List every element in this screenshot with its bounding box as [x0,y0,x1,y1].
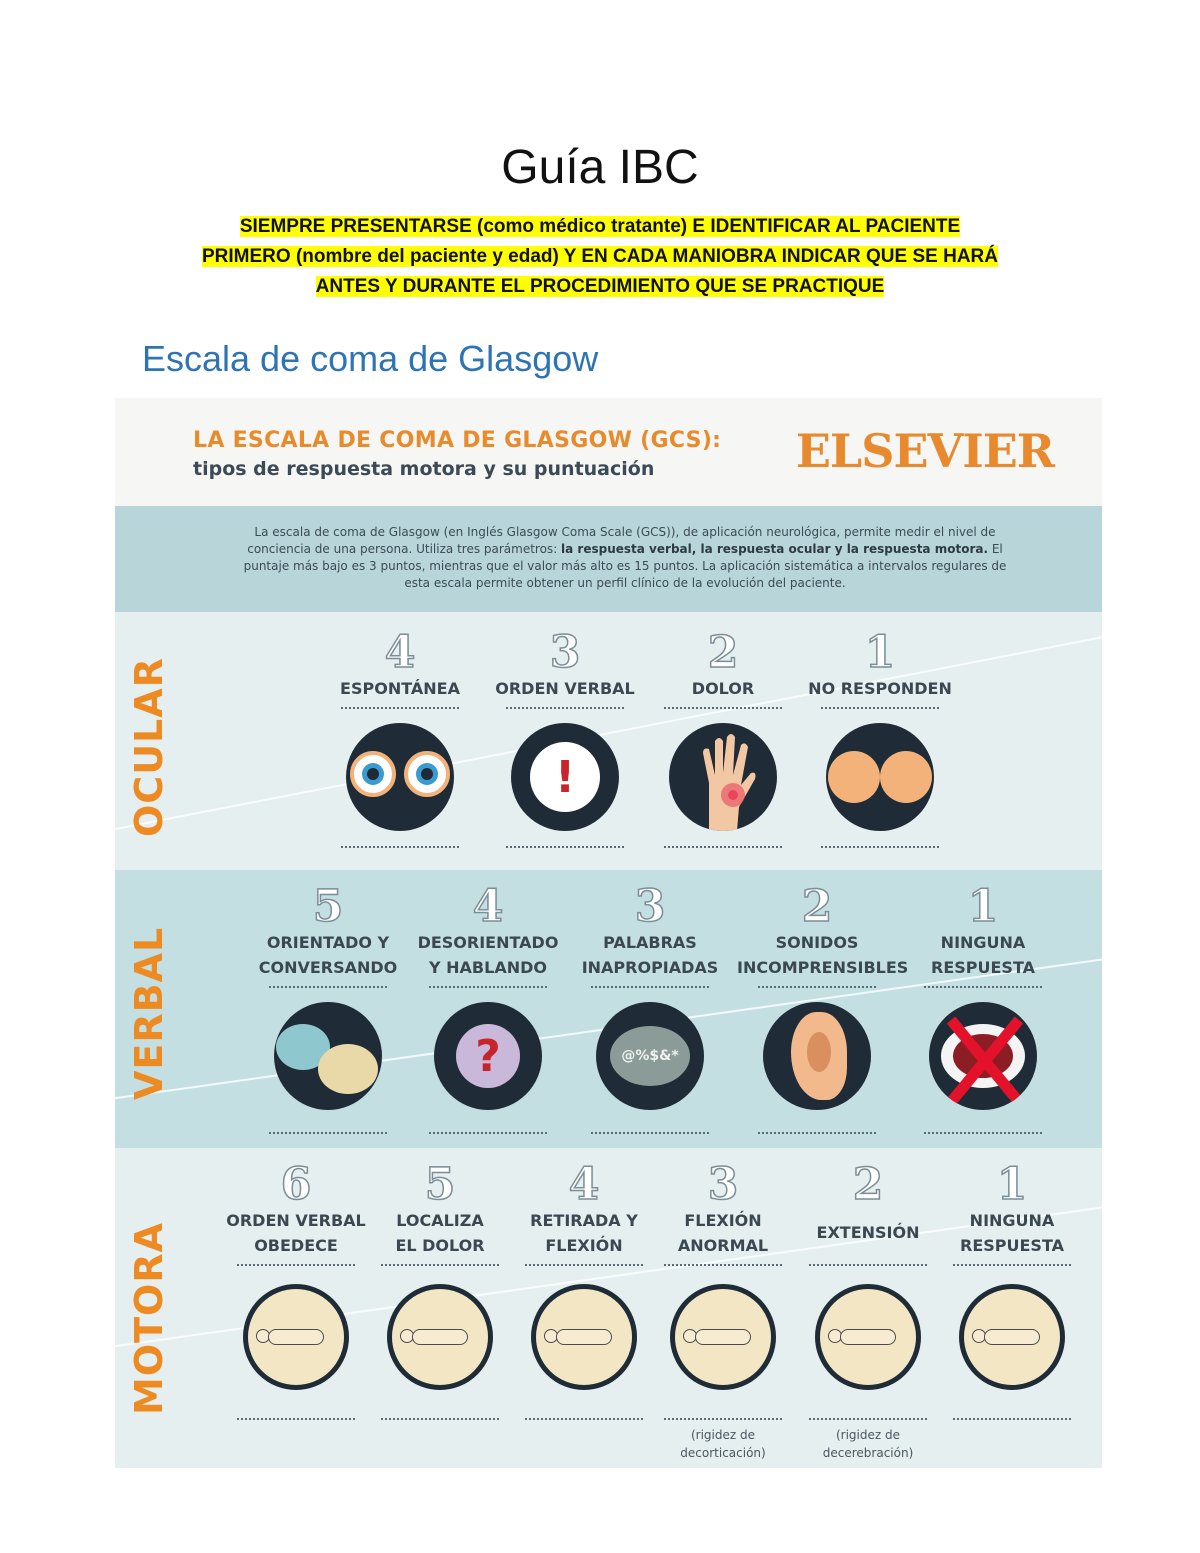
motora-label-line-1: FLEXIÓN [684,1211,762,1230]
verbal-item-4 [408,881,568,1110]
verbal-label-line-2: CONVERSANDO [258,958,398,977]
verbal-item-1 [903,881,1063,1110]
motora-item-6 [216,1159,376,1390]
notice-line-1: SIEMPRE PRESENTARSE (como médico tratante) E IDENTIFICAR AL PACIENTE [239,216,961,237]
motora-label-line-2: OBEDECE [254,1236,338,1255]
verbal-label-line-2: RESPUESTA [931,958,1035,977]
ocular-score: 4 [384,627,416,678]
ocular-item-4 [320,627,480,831]
crossed-mouth-icon [929,1002,1037,1110]
lying-patient-icon [959,1284,1065,1390]
ocular-label-text: ESPONTÁNEA [340,679,460,698]
motora-label: MOTORA [127,1221,171,1415]
verbal-label-line-1: PALABRAS [603,933,697,952]
intro-text: La escala de coma de Glasgow (en Inglés Glasgow Coma Scale (GCS)), de aplicación neurológica, permite medir el nivel de conciencia de una persona. Utiliza tres parámetros: la respuesta verbal, la respuesta ocular y la respuesta motora. El puntaje más bajo es 3 puntos, mientras que el valor más alto es 15 puntos. La aplicación sistemática a intervalos regulares de esta escala permite obtener un perfil clínico de la evolución del paciente. [243,525,1007,590]
motora-score: 1 [996,1159,1028,1210]
motora-label-line-1: EXTENSIÓN [816,1223,920,1242]
motora-label-line-1: NINGUNA [969,1211,1055,1230]
verbal-label-line-2: Y HABLANDO [429,958,547,977]
verbal-label: VERBAL [127,926,171,1100]
motora-label-line-1: LOCALIZA [396,1211,484,1230]
motora-label-line-2: EL DOLOR [395,1236,485,1255]
verbal-item-3 [570,881,730,1110]
verbal-score: 4 [472,881,504,932]
motora-item-4 [504,1159,664,1390]
notice-line-3: ANTES Y DURANTE EL PROCEDIMIENTO QUE SE PRACTIQUE [315,276,885,297]
verbal-score: 3 [634,881,666,932]
verbal-label-line-1: DESORIENTADO [417,933,559,952]
motora-score: 5 [424,1159,456,1210]
infographic-intro [115,506,1102,612]
lying-patient-icon [815,1284,921,1390]
ear-icon [763,1002,871,1110]
pain-hand-icon [669,723,777,831]
verbal-score: 5 [312,881,344,932]
exclamation-bubble-icon: ! [511,723,619,831]
verbal-band [115,870,1102,1148]
ocular-band [115,612,1102,870]
infographic-subtitle: tipos de respuesta motora y su puntuación [193,458,655,480]
verbal-item-5 [248,881,408,1110]
motora-label-line-2: ANORMAL [677,1236,769,1255]
glasgow-infographic [115,398,1102,1468]
motora-item-5 [360,1159,520,1390]
verbal-score: 2 [801,881,833,932]
motora-label-line-2: RESPUESTA [960,1236,1064,1255]
ocular-score: 1 [864,627,896,678]
motora-item-1 [932,1159,1092,1390]
motora-score: 2 [852,1159,884,1210]
ocular-label: OCULAR [127,657,171,837]
lying-patient-icon [387,1284,493,1390]
motora-score: 6 [280,1159,312,1210]
ocular-item-3 [485,627,645,831]
ocular-label-text: ORDEN VERBAL [495,679,635,698]
motora-label-line-2: FLEXIÓN [545,1236,623,1255]
verbal-label-line-2: INAPROPIADAS [581,958,719,977]
decerebration-note: (rigidez de decerebración) [822,1428,914,1460]
instructions-notice [130,212,1070,302]
motora-label-line-2 [788,1245,948,1258]
ocular-item-1 [800,627,960,831]
motora-score: 3 [707,1159,739,1210]
lying-patient-icon [531,1284,637,1390]
verbal-label-line-1: ORIENTADO Y [266,933,390,952]
infographic-header [115,398,1102,506]
motora-item-2 [788,1159,948,1390]
verbal-score: 1 [967,881,999,932]
open-eyes-icon [346,723,454,831]
verbal-item-2 [737,881,909,1110]
conversation-bubbles-icon [274,1002,382,1110]
verbal-label-line-2: INCOMPRENSIBLES [737,958,909,977]
ocular-label-text: DOLOR [691,679,755,698]
lying-patient-icon [243,1284,349,1390]
infographic-title: LA ESCALA DE COMA DE GLASGOW (GCS): [193,428,722,453]
ocular-item-2 [643,627,803,831]
ocular-score: 2 [707,627,739,678]
motora-item-3 [643,1159,803,1390]
verbal-label-line-1: NINGUNA [940,933,1026,952]
motora-band [115,1148,1102,1468]
publisher-logo: ELSEVIER [795,424,1054,478]
section-heading: Escala de coma de Glasgow [142,338,599,379]
question-bubble-icon: ? [434,1002,542,1110]
closed-eyes-icon [826,723,934,831]
lying-patient-icon [670,1284,776,1390]
notice-line-2: PRIMERO (nombre del paciente y edad) Y EN CADA MANIOBRA INDICAR QUE SE HARÁ [202,246,998,267]
ocular-score: 3 [549,627,581,678]
ocular-label-text: NO RESPONDEN [808,679,952,698]
verbal-label-line-1: SONIDOS [775,933,859,952]
motora-score: 4 [568,1159,600,1210]
document-title: Guía IBC [501,141,699,194]
symbols-bubble-icon: @%$&* [596,1002,704,1110]
decortication-note: (rigidez de decorticación) [680,1428,766,1460]
motora-label-line-1: ORDEN VERBAL [226,1211,366,1230]
motora-label-line-1: RETIRADA Y [530,1211,638,1230]
